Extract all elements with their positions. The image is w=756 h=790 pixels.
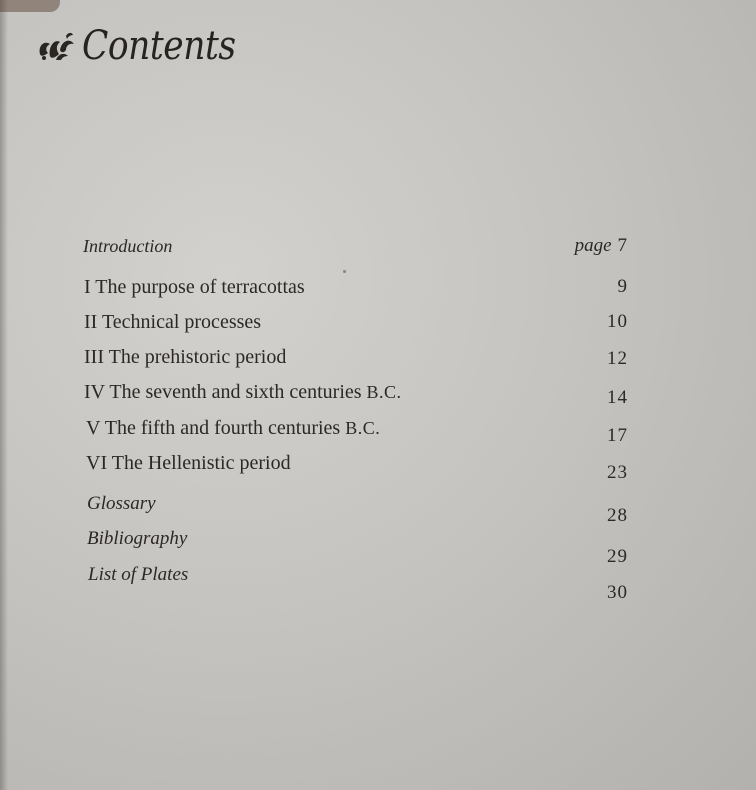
page-number-bibliography: 29 xyxy=(607,546,628,567)
toc-row xyxy=(0,343,756,371)
page-number-chapter-2: 10 xyxy=(607,311,628,332)
page-number-list-of-plates: 30 xyxy=(607,582,628,603)
page-label: page xyxy=(574,235,612,256)
toc-row xyxy=(0,561,756,603)
page-number-chapter-5: 17 xyxy=(607,425,628,446)
toc-entry-chapter-4-era: B.C. xyxy=(366,382,402,402)
toc-entry-chapter-2: II Technical processes xyxy=(84,311,262,333)
toc-entry-glossary: Glossary xyxy=(87,493,156,514)
floral-ornament-icon xyxy=(36,30,76,62)
toc-entry-chapter-5-era: B.C. xyxy=(345,418,381,438)
page-number-chapter-1: 9 xyxy=(617,276,628,297)
toc-row xyxy=(0,525,756,567)
toc-row xyxy=(0,308,756,336)
page-number-chapter-6: 23 xyxy=(607,462,628,483)
toc-entry-introduction: Introduction xyxy=(83,236,173,256)
page-number-glossary: 28 xyxy=(607,505,628,526)
toc-entry-chapter-5-title: V The fifth and fourth centuries xyxy=(86,417,341,439)
toc-row xyxy=(0,378,756,406)
toc-entry-chapter-3: III The prehistoric period xyxy=(84,346,287,368)
page-number-chapter-4: 14 xyxy=(607,387,628,408)
toc-row xyxy=(0,273,756,301)
toc-entry-bibliography: Bibliography xyxy=(87,528,188,549)
toc-entry-chapter-5 xyxy=(86,414,380,442)
contents-heading xyxy=(36,23,261,69)
toc-row xyxy=(0,414,756,446)
page-number-introduction: 7 xyxy=(617,235,628,256)
toc-entry-list-of-plates: List of Plates xyxy=(88,564,189,585)
page-corner-shadow xyxy=(0,0,60,12)
toc-entry-chapter-4-title: IV The seventh and sixth centuries xyxy=(84,381,362,403)
toc-entry-chapter-1: I The purpose of terracottas xyxy=(84,276,305,298)
toc-page-number xyxy=(575,232,628,260)
toc-row xyxy=(0,449,756,483)
toc-entry-chapter-6: VI The Hellenistic period xyxy=(86,452,291,474)
toc-entry-chapter-4 xyxy=(84,378,402,406)
toc-row xyxy=(0,232,756,260)
toc-row xyxy=(0,490,756,526)
page-title: Contents xyxy=(82,23,236,69)
page-number-chapter-3: 12 xyxy=(607,348,628,369)
